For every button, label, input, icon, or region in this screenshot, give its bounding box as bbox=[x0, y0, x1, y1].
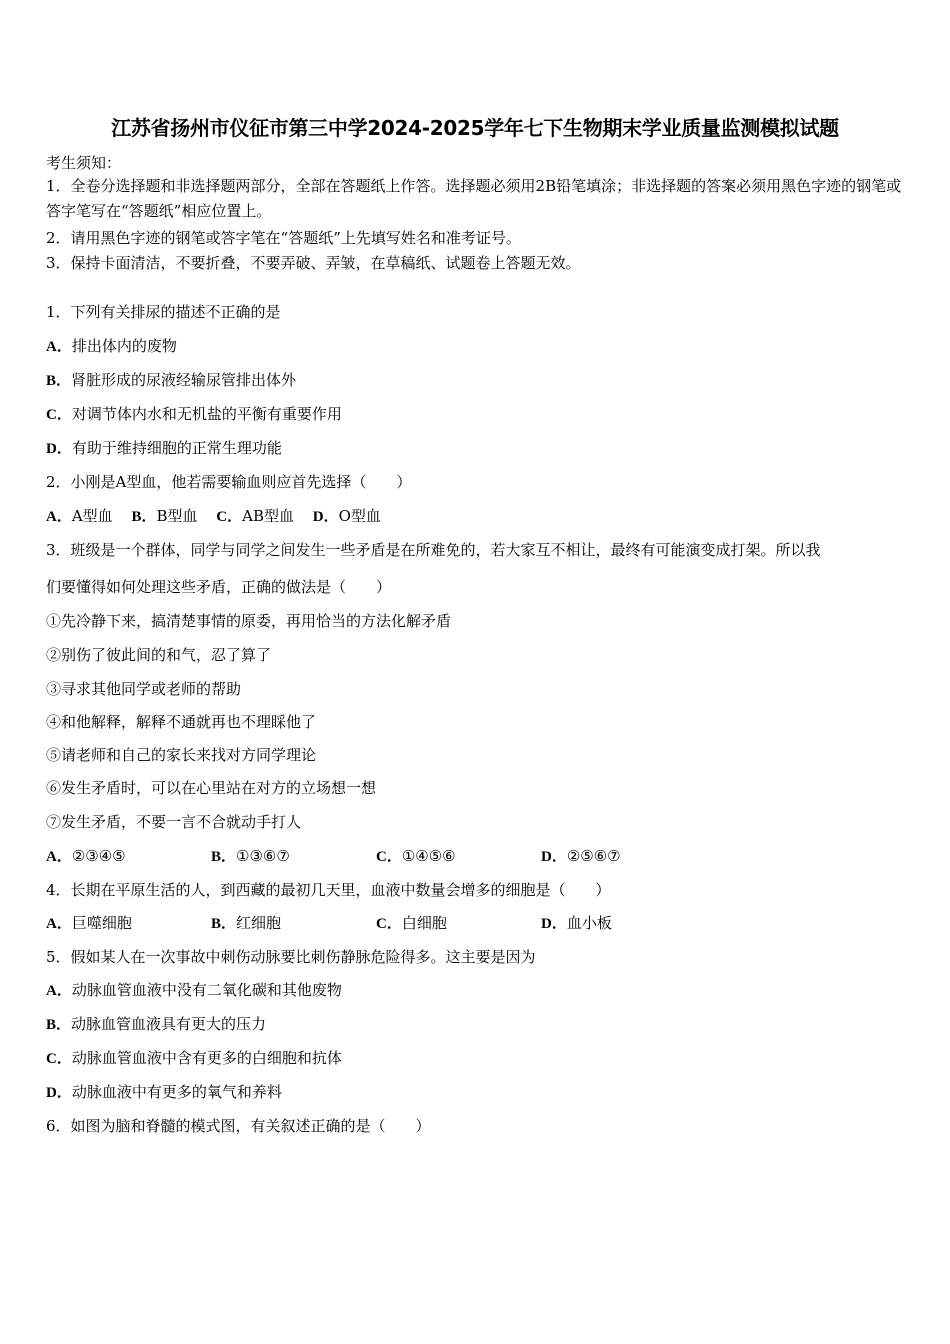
q2-option-d bbox=[313, 505, 381, 526]
q4-stem: 4．长期在平原生活的人，到西藏的最初几天里，血液中数量会增多的细胞是（ ） bbox=[46, 881, 611, 899]
q1-option-d bbox=[46, 437, 282, 458]
option-label: A． bbox=[46, 983, 72, 999]
q4-option-a bbox=[46, 912, 211, 933]
q5-option-d bbox=[46, 1081, 282, 1102]
option-text: 白细胞 bbox=[401, 914, 447, 932]
option-text: AB型血 bbox=[242, 507, 294, 525]
q1-stem: 1．下列有关排尿的描述不正确的是 bbox=[46, 303, 281, 321]
q2-options bbox=[46, 505, 395, 526]
q6-stem: 6．如图为脑和脊髓的模式图，有关叙述正确的是（ ） bbox=[46, 1117, 431, 1135]
option-text: ②③④⑤ bbox=[71, 847, 126, 865]
q3-stem-line2: 们要懂得如何处理这些矛盾，正确的做法是（ ） bbox=[46, 578, 392, 596]
q4-option-c bbox=[376, 912, 541, 933]
q3-statement-1: ①先冷静下来，搞清楚事情的原委，再用恰当的方法化解矛盾 bbox=[46, 612, 452, 630]
option-label: D． bbox=[541, 849, 567, 865]
q4-option-d bbox=[541, 912, 706, 933]
q5-option-a bbox=[46, 979, 342, 1000]
option-text: 动脉血管血液具有更大的压力 bbox=[71, 1015, 267, 1033]
option-text: 动脉血管血液中没有二氧化碳和其他废物 bbox=[71, 981, 342, 999]
q3-option-c bbox=[376, 845, 541, 866]
q3-statement-3: ③寻求其他同学或老师的帮助 bbox=[46, 680, 242, 698]
q3-stem-line1: 3．班级是一个群体，同学与同学之间发生一些矛盾是在所难免的，若大家互不相让，最终有可能演变成打架。所以我 bbox=[46, 541, 821, 559]
q2-stem: 2．小刚是A型血，他若需要输血则应首先选择（ ） bbox=[46, 473, 412, 491]
option-label: B． bbox=[211, 849, 237, 865]
option-label: D． bbox=[46, 1085, 72, 1101]
option-text: B型血 bbox=[156, 507, 198, 525]
option-label: C． bbox=[46, 1051, 72, 1067]
q2-option-b bbox=[131, 505, 197, 526]
option-text: A型血 bbox=[71, 507, 113, 525]
option-text: 动脉血管血液中含有更多的白细胞和抗体 bbox=[71, 1049, 342, 1067]
q3-statement-4: ④和他解释，解释不通就再也不理睬他了 bbox=[46, 713, 317, 731]
option-text: 血小板 bbox=[566, 914, 612, 932]
q3-option-b bbox=[211, 845, 376, 866]
option-text: ①④⑤⑥ bbox=[401, 847, 456, 865]
notice-item-1: 1．全卷分选择题和非选择题两部分，全部在答题纸上作答。选择题必须用2B铅笔填涂；非选择题的答案必须用黑色字迹的钢笔或答字笔写在“答题纸”相应位置上。 bbox=[46, 177, 902, 220]
q3-statement-2: ②别伤了彼此间的和气，忍了算了 bbox=[46, 646, 272, 664]
option-text: 排出体内的废物 bbox=[71, 337, 177, 355]
q1-option-b bbox=[46, 369, 296, 390]
option-text: 有助于维持细胞的正常生理功能 bbox=[71, 439, 282, 457]
option-label: A． bbox=[46, 849, 72, 865]
option-text: 红细胞 bbox=[236, 914, 282, 932]
option-text: ①③⑥⑦ bbox=[236, 847, 290, 865]
option-label: B． bbox=[46, 1017, 72, 1033]
q4-option-b bbox=[211, 912, 376, 933]
q1-option-c bbox=[46, 403, 342, 424]
q2-option-c bbox=[216, 505, 294, 526]
q3-statement-7: ⑦发生矛盾，不要一言不合就动手打人 bbox=[46, 813, 302, 831]
option-label: C． bbox=[216, 509, 243, 525]
option-text: 巨噬细胞 bbox=[71, 914, 132, 932]
option-label: D． bbox=[312, 509, 339, 525]
q5-option-b bbox=[46, 1013, 266, 1034]
option-label: A． bbox=[46, 916, 72, 932]
option-label: B． bbox=[131, 509, 157, 525]
q3-option-a bbox=[46, 845, 211, 866]
option-label: C． bbox=[46, 407, 72, 423]
notice-heading: 考生须知： bbox=[46, 154, 122, 172]
q5-option-c bbox=[46, 1047, 342, 1068]
q3-statement-5: ⑤请老师和自己的家长来找对方同学理论 bbox=[46, 746, 317, 764]
q2-option-a bbox=[46, 505, 113, 526]
q1-option-a bbox=[46, 335, 177, 356]
notice-item-3: 3．保持卡面清洁，不要折叠，不要弄破、弄皱，在草稿纸、试题卷上答题无效。 bbox=[46, 254, 581, 272]
notice-item-2: 2．请用黑色字迹的钢笔或答字笔在“答题纸”上先填写姓名和准考证号。 bbox=[46, 229, 521, 247]
q3-options bbox=[46, 845, 706, 866]
option-label: C． bbox=[376, 849, 402, 865]
option-text: O型血 bbox=[338, 507, 381, 525]
option-label: B． bbox=[46, 373, 72, 389]
option-label: D． bbox=[46, 441, 72, 457]
page-title: 江苏省扬州市仪征市第三中学2024-2025学年七下生物期末学业质量监测模拟试题 bbox=[111, 116, 839, 140]
option-text: 动脉血液中有更多的氧气和养料 bbox=[71, 1083, 282, 1101]
option-text: 肾脏形成的尿液经输尿管排出体外 bbox=[71, 371, 297, 389]
option-text: ②⑤⑥⑦ bbox=[566, 847, 621, 865]
option-text: 对调节体内水和无机盐的平衡有重要作用 bbox=[71, 405, 342, 423]
option-label: A． bbox=[46, 339, 72, 355]
option-label: A． bbox=[46, 509, 72, 525]
option-label: B． bbox=[211, 916, 237, 932]
q5-stem: 5．假如某人在一次事故中刺伤动脉要比刺伤静脉危险得多。这主要是因为 bbox=[46, 948, 536, 966]
option-label: D． bbox=[541, 916, 567, 932]
option-label: C． bbox=[376, 916, 402, 932]
q4-options bbox=[46, 912, 706, 933]
q3-statement-6: ⑥发生矛盾时，可以在心里站在对方的立场想一想 bbox=[46, 779, 377, 797]
q3-option-d bbox=[541, 845, 706, 866]
